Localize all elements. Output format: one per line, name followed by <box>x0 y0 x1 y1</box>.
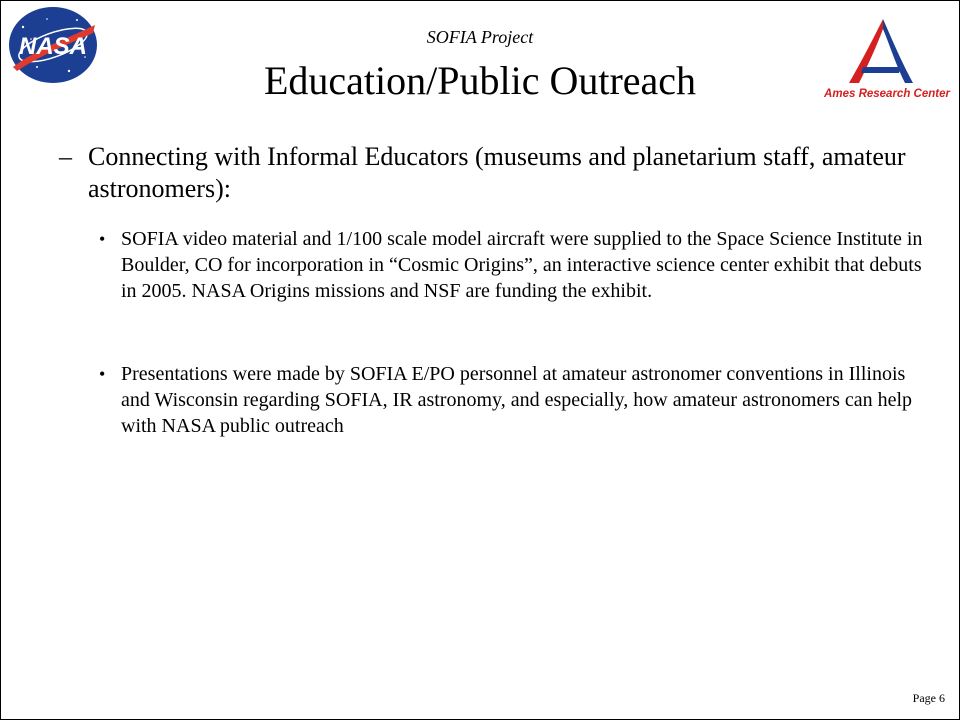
bullet-item <box>99 226 929 304</box>
bullet-marker: • <box>99 364 106 384</box>
project-name: SOFIA Project <box>426 27 534 47</box>
page-title: Education/Public Outreach <box>263 58 697 103</box>
page-number: Page 6 <box>912 691 945 705</box>
bullet-text: SOFIA video material and 1/100 scale model aircraft were supplied to the Space Science Institute in Boulder, CO for incorporation in “Cosmic Origins”, an interactive science center exhibit that debuts in 2005. NASA Origins missions and NSF are funding the exhibit. <box>121 228 923 302</box>
ames-logo-text: Ames Research Center <box>824 88 950 100</box>
dash-marker: – <box>59 142 72 171</box>
bullet-item <box>99 361 929 439</box>
bullet-marker: • <box>99 229 106 249</box>
section-heading-text: Connecting with Informal Educators (museums and planetarium staff, amateur astronomers): <box>88 142 906 203</box>
bullet-text: Presentations were made by SOFIA E/PO personnel at amateur astronomer conventions in Illinois and Wisconsin regarding SOFIA, IR astronomy, and especially, how amateur astronomers can help with NASA public outreach <box>121 363 913 437</box>
nasa-logo-text: NASA <box>18 33 88 60</box>
section-heading <box>59 141 919 205</box>
